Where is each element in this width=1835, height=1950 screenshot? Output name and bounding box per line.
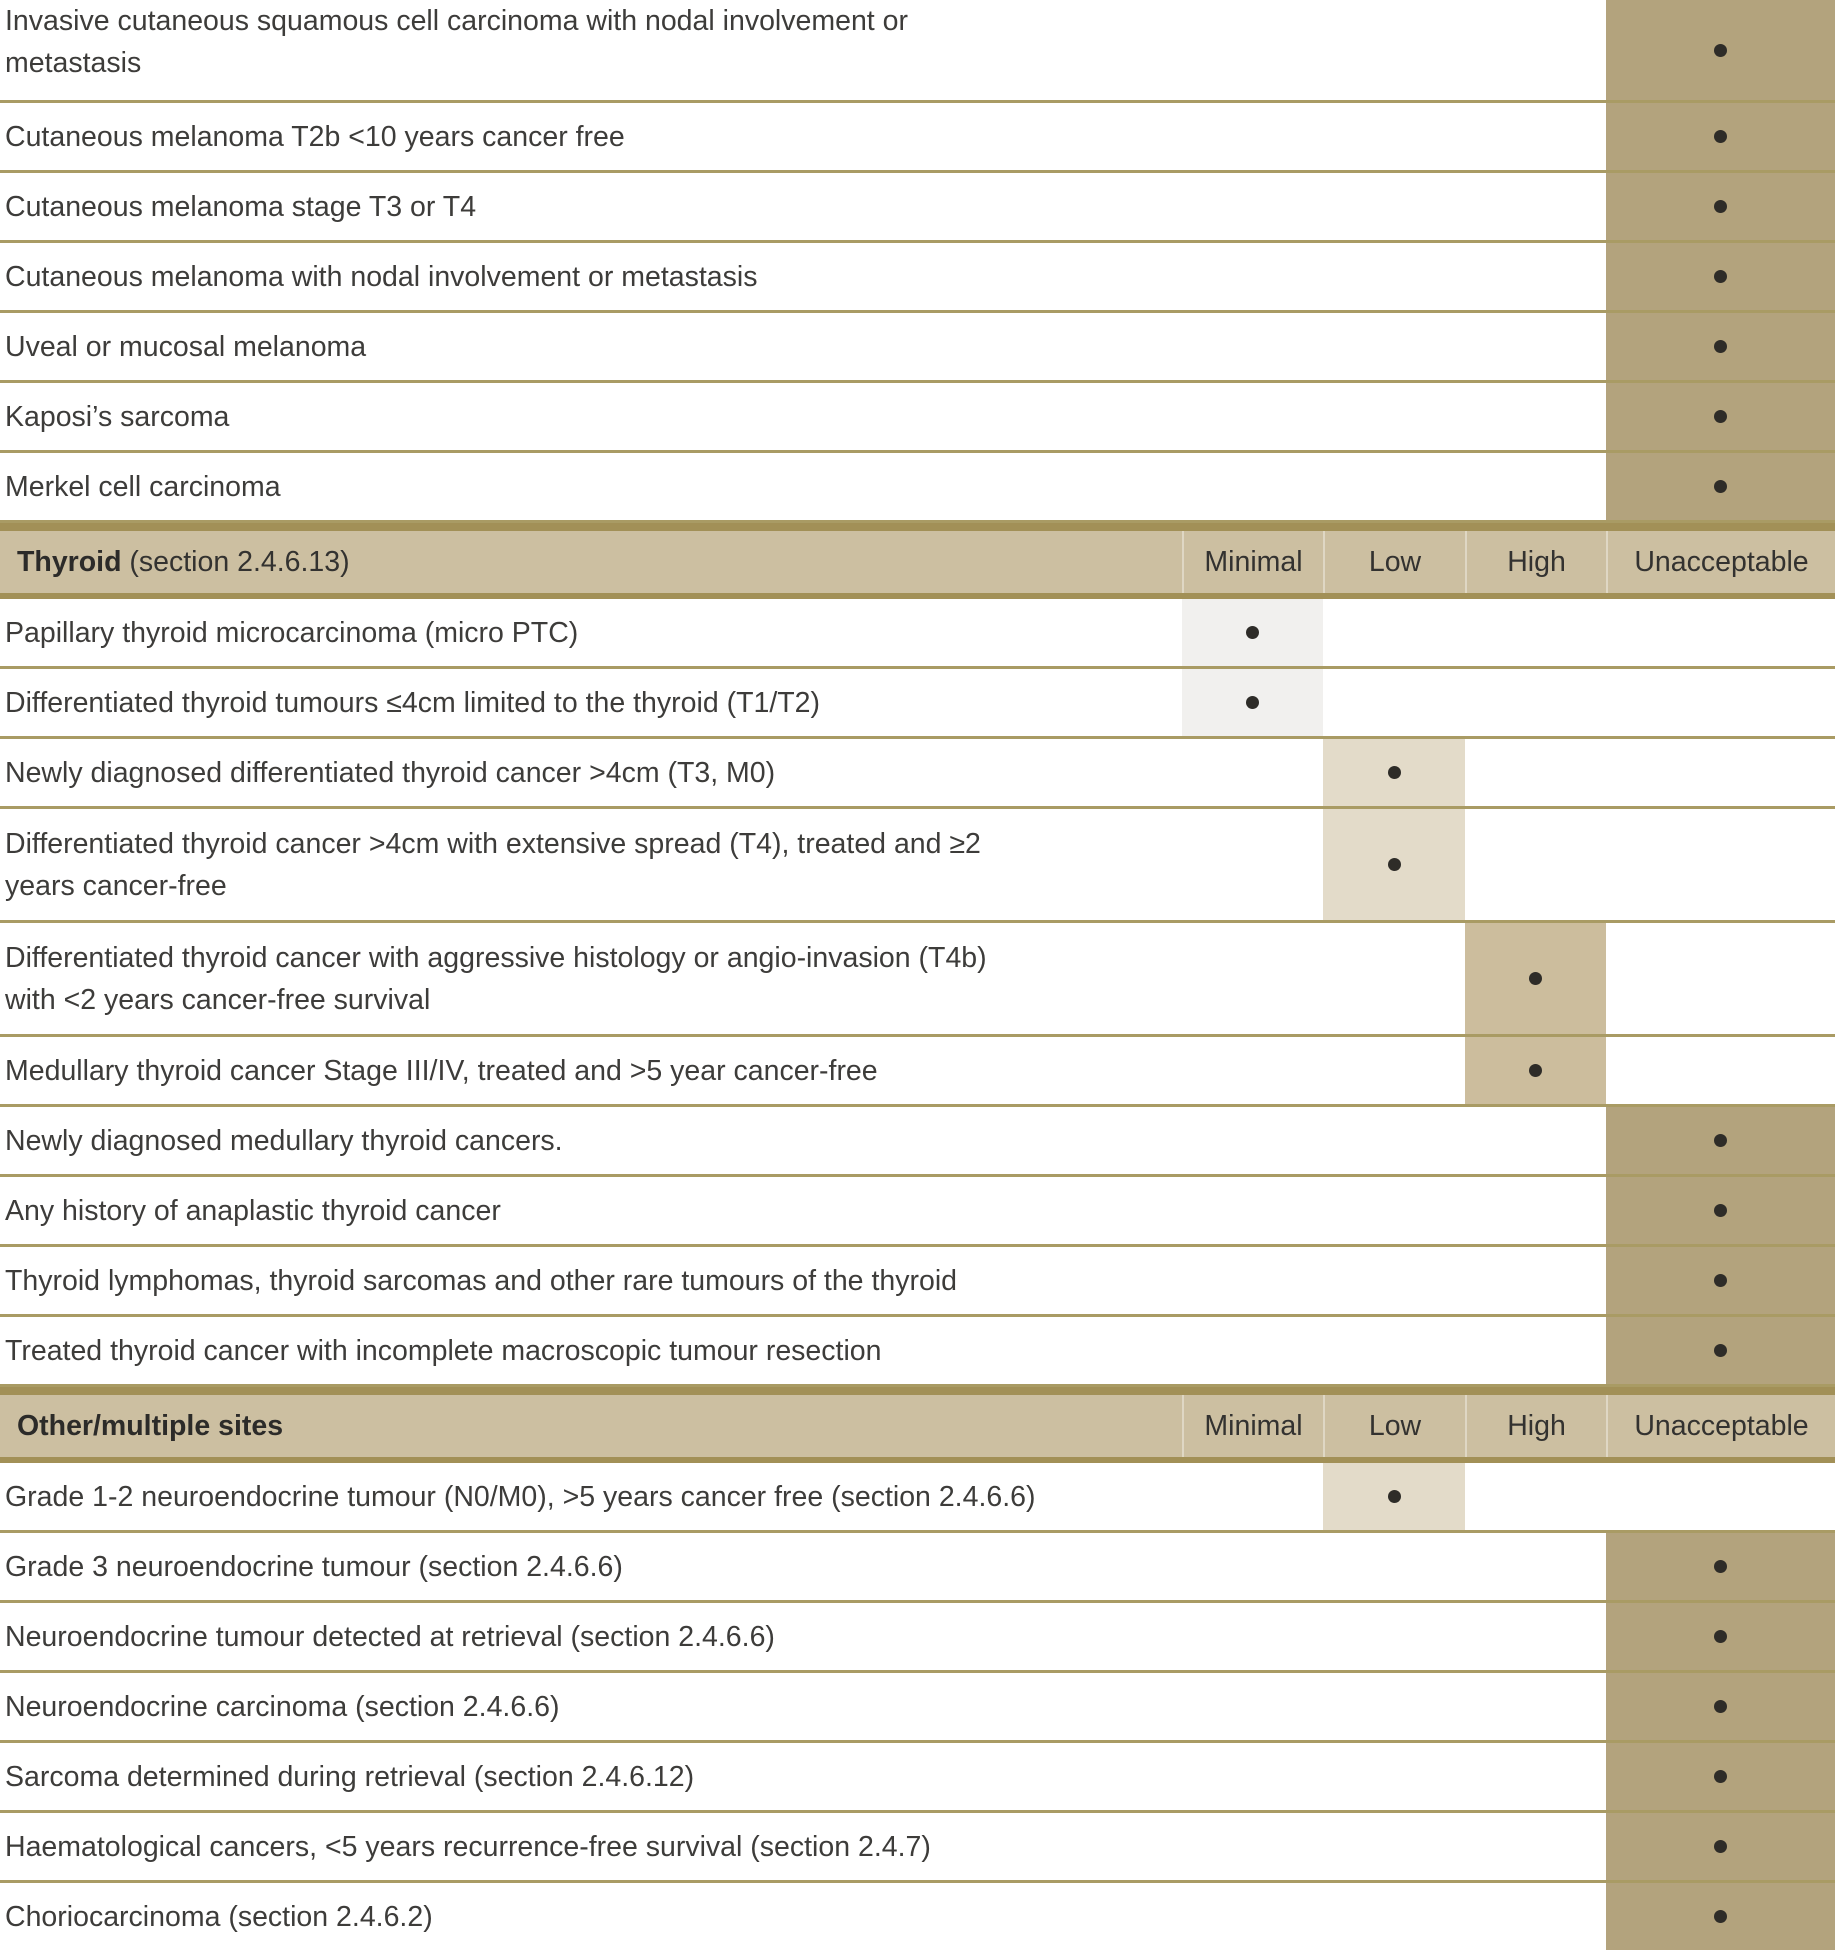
column-header-minimal: Minimal <box>1182 531 1323 593</box>
row-label <box>0 1247 1182 1314</box>
risk-bullet <box>1714 480 1727 493</box>
risk-cell-high <box>1465 243 1606 310</box>
row-label-line: Neuroendocrine tumour detected at retrieval (section 2.4.6.6) <box>5 1620 775 1653</box>
risk-bullet <box>1714 1134 1727 1147</box>
row-label <box>0 1533 1182 1600</box>
risk-cell-unacceptable <box>1606 809 1835 920</box>
risk-cell-unacceptable <box>1606 1813 1835 1880</box>
risk-cell-high <box>1465 923 1606 1034</box>
table-row <box>0 923 1835 1037</box>
risk-cell-unacceptable <box>1606 1603 1835 1670</box>
risk-cell-unacceptable <box>1606 1037 1835 1104</box>
risk-cell-minimal <box>1182 1673 1323 1740</box>
risk-cell-high <box>1465 453 1606 520</box>
risk-cell-minimal <box>1182 923 1323 1034</box>
row-label-line: Neuroendocrine carcinoma (section 2.4.6.6) <box>5 1690 560 1723</box>
table-row <box>0 1603 1835 1673</box>
risk-cell-minimal <box>1182 453 1323 520</box>
row-label <box>0 923 1182 1034</box>
row-label-line: Newly diagnosed differentiated thyroid cancer >4cm (T3, M0) <box>5 756 776 789</box>
risk-cell-unacceptable <box>1606 923 1835 1034</box>
risk-cell-minimal <box>1182 739 1323 806</box>
row-label-line: metastasis <box>5 47 142 79</box>
risk-cell-minimal <box>1182 1107 1323 1174</box>
table-row <box>0 1247 1835 1317</box>
risk-cell-high <box>1465 1883 1606 1950</box>
row-label-line: Choriocarcinoma (section 2.4.6.2) <box>5 1900 433 1933</box>
table-row <box>0 1743 1835 1813</box>
risk-cell-low <box>1323 739 1465 806</box>
risk-cell-minimal <box>1182 1463 1323 1530</box>
risk-cell-minimal <box>1182 1317 1323 1384</box>
risk-cell-unacceptable <box>1606 383 1835 450</box>
table-row <box>0 1673 1835 1743</box>
row-label-line: Invasive cutaneous squamous cell carcinoma with nodal involvement or <box>5 5 908 37</box>
risk-bullet <box>1714 1770 1727 1783</box>
risk-cell-minimal <box>1182 1883 1323 1950</box>
risk-cell-low <box>1323 453 1465 520</box>
row-label <box>0 383 1182 450</box>
table-row <box>0 243 1835 313</box>
row-label <box>0 739 1182 806</box>
risk-bullet <box>1529 1064 1542 1077</box>
row-label-line: Thyroid lymphomas, thyroid sarcomas and other rare tumours of the thyroid <box>5 1264 957 1297</box>
row-label <box>0 1037 1182 1104</box>
row-label-line: Treated thyroid cancer with incomplete macroscopic tumour resection <box>5 1334 882 1367</box>
table-row <box>0 1107 1835 1177</box>
risk-cell-low <box>1323 173 1465 240</box>
risk-bullet <box>1714 1274 1727 1287</box>
column-header-unacceptable: Unacceptable <box>1606 1395 1835 1457</box>
section-title <box>0 1395 1182 1457</box>
section-header-row <box>0 523 1835 599</box>
risk-cell-unacceptable <box>1606 1177 1835 1244</box>
row-label <box>0 1743 1182 1810</box>
row-label-line: Grade 3 neuroendocrine tumour (section 2.4.6.6) <box>5 1550 623 1583</box>
section-title-note: (section 2.4.6.13) <box>121 545 350 578</box>
risk-bullet <box>1714 1630 1727 1643</box>
row-label <box>0 0 1182 100</box>
risk-cell-minimal <box>1182 1813 1323 1880</box>
column-header-minimal: Minimal <box>1182 1395 1323 1457</box>
row-label <box>0 453 1182 520</box>
risk-bullet <box>1714 200 1727 213</box>
risk-bullet <box>1529 972 1542 985</box>
risk-cell-high <box>1465 1673 1606 1740</box>
risk-cell-minimal <box>1182 809 1323 920</box>
risk-cell-unacceptable <box>1606 0 1835 100</box>
row-label <box>0 1603 1182 1670</box>
row-label-line: Newly diagnosed medullary thyroid cancers. <box>5 1124 563 1157</box>
column-header-high: High <box>1465 531 1606 593</box>
row-label <box>0 103 1182 170</box>
risk-cell-high <box>1465 173 1606 240</box>
risk-cell-minimal <box>1182 599 1323 666</box>
table-row <box>0 453 1835 523</box>
table-row <box>0 313 1835 383</box>
row-label <box>0 1177 1182 1244</box>
table-row <box>0 1177 1835 1247</box>
risk-cell-high <box>1465 0 1606 100</box>
row-label <box>0 1673 1182 1740</box>
risk-cell-minimal <box>1182 1247 1323 1314</box>
risk-cell-low <box>1323 599 1465 666</box>
risk-bullet <box>1246 696 1259 709</box>
table-row <box>0 669 1835 739</box>
risk-cell-minimal <box>1182 669 1323 736</box>
risk-cell-unacceptable <box>1606 1247 1835 1314</box>
table-row <box>0 383 1835 453</box>
risk-cell-low <box>1323 1743 1465 1810</box>
risk-cell-low <box>1323 1883 1465 1950</box>
row-label-line: Merkel cell carcinoma <box>5 470 281 503</box>
column-header-unacceptable: Unacceptable <box>1606 531 1835 593</box>
risk-bullet <box>1714 340 1727 353</box>
risk-bullet <box>1714 1840 1727 1853</box>
row-label-line: years cancer-free <box>5 869 227 902</box>
risk-cell-minimal <box>1182 1177 1323 1244</box>
row-label-line: Differentiated thyroid cancer >4cm with extensive spread (T4), treated and ≥2 <box>5 827 981 860</box>
risk-cell-high <box>1465 1107 1606 1174</box>
row-label <box>0 669 1182 736</box>
row-label-line: Sarcoma determined during retrieval (section 2.4.6.12) <box>5 1760 695 1793</box>
risk-cell-high <box>1465 739 1606 806</box>
risk-cell-minimal <box>1182 0 1323 100</box>
risk-cell-high <box>1465 1603 1606 1670</box>
table-row <box>0 1037 1835 1107</box>
risk-cell-high <box>1465 1813 1606 1880</box>
risk-cell-high <box>1465 669 1606 736</box>
risk-cell-high <box>1465 1463 1606 1530</box>
row-label-line: Any history of anaplastic thyroid cancer <box>5 1194 501 1227</box>
table-row <box>0 809 1835 923</box>
table-row <box>0 599 1835 669</box>
risk-cell-low <box>1323 1603 1465 1670</box>
row-label-line: Cutaneous melanoma with nodal involvement or metastasis <box>5 260 758 293</box>
risk-cell-minimal <box>1182 103 1323 170</box>
risk-cell-low <box>1323 1533 1465 1600</box>
row-label-line: Differentiated thyroid cancer with aggressive histology or angio-invasion (T4b) <box>5 941 987 974</box>
table-row <box>0 739 1835 809</box>
risk-cell-high <box>1465 1177 1606 1244</box>
table-row <box>0 0 1835 103</box>
risk-cell-unacceptable <box>1606 1463 1835 1530</box>
row-label-line: Papillary thyroid microcarcinoma (micro PTC) <box>5 616 579 649</box>
risk-cell-high <box>1465 383 1606 450</box>
risk-cell-low <box>1323 923 1465 1034</box>
risk-cell-high <box>1465 1533 1606 1600</box>
row-label <box>0 173 1182 240</box>
row-label-line: Haematological cancers, <5 years recurrence-free survival (section 2.4.7) <box>5 1830 931 1863</box>
risk-bullet <box>1388 766 1401 779</box>
risk-cell-unacceptable <box>1606 739 1835 806</box>
risk-bullet <box>1246 626 1259 639</box>
row-label <box>0 809 1182 920</box>
table-row <box>0 103 1835 173</box>
row-label <box>0 313 1182 380</box>
risk-cell-low <box>1323 1037 1465 1104</box>
risk-cell-low <box>1323 0 1465 100</box>
row-label <box>0 243 1182 310</box>
risk-cell-low <box>1323 243 1465 310</box>
risk-bullet <box>1714 44 1727 57</box>
section-header-row <box>0 1387 1835 1463</box>
table-row <box>0 1463 1835 1533</box>
risk-cell-low <box>1323 809 1465 920</box>
risk-cell-unacceptable <box>1606 453 1835 520</box>
risk-bullet <box>1714 130 1727 143</box>
table-row <box>0 1533 1835 1603</box>
risk-cell-unacceptable <box>1606 1533 1835 1600</box>
risk-cell-high <box>1465 1037 1606 1104</box>
risk-cell-minimal <box>1182 313 1323 380</box>
table-row <box>0 1883 1835 1950</box>
risk-cell-minimal <box>1182 243 1323 310</box>
risk-cell-unacceptable <box>1606 1743 1835 1810</box>
risk-cell-low <box>1323 383 1465 450</box>
table-row <box>0 1813 1835 1883</box>
row-label-line: Cutaneous melanoma T2b <10 years cancer free <box>5 120 625 153</box>
risk-cell-low <box>1323 1247 1465 1314</box>
risk-cell-low <box>1323 1813 1465 1880</box>
column-header-low: Low <box>1323 531 1465 593</box>
risk-cell-unacceptable <box>1606 313 1835 380</box>
risk-cell-unacceptable <box>1606 1673 1835 1740</box>
risk-cell-low <box>1323 313 1465 380</box>
row-label <box>0 599 1182 666</box>
risk-cell-high <box>1465 599 1606 666</box>
risk-bullet <box>1714 1700 1727 1713</box>
row-label-line: Uveal or mucosal melanoma <box>5 330 367 363</box>
risk-cell-high <box>1465 103 1606 170</box>
risk-cell-unacceptable <box>1606 1107 1835 1174</box>
risk-cell-minimal <box>1182 1533 1323 1600</box>
row-label-line: Grade 1-2 neuroendocrine tumour (N0/M0), >5 years cancer free (section 2.4.6.6) <box>5 1480 1036 1513</box>
risk-cell-low <box>1323 1463 1465 1530</box>
risk-bullet <box>1388 858 1401 871</box>
risk-cell-unacceptable <box>1606 1317 1835 1384</box>
risk-bullet <box>1388 1490 1401 1503</box>
risk-cell-unacceptable <box>1606 103 1835 170</box>
risk-bullet <box>1714 1204 1727 1217</box>
risk-cell-high <box>1465 809 1606 920</box>
section-title <box>0 531 1182 593</box>
row-label-line: with <2 years cancer-free survival <box>5 983 431 1016</box>
risk-cell-low <box>1323 1177 1465 1244</box>
risk-cell-high <box>1465 1743 1606 1810</box>
row-label <box>0 1813 1182 1880</box>
section-title-bold: Thyroid <box>17 545 122 578</box>
column-header-low: Low <box>1323 1395 1465 1457</box>
row-label <box>0 1883 1182 1950</box>
risk-cell-unacceptable <box>1606 669 1835 736</box>
risk-cell-low <box>1323 1317 1465 1384</box>
row-label-line: Medullary thyroid cancer Stage III/IV, treated and >5 year cancer-free <box>5 1054 878 1087</box>
risk-cell-minimal <box>1182 1037 1323 1104</box>
risk-bullet <box>1714 1560 1727 1573</box>
table-row <box>0 173 1835 243</box>
row-label-line: Kaposi’s sarcoma <box>5 400 230 433</box>
row-label <box>0 1463 1182 1530</box>
risk-cell-unacceptable <box>1606 1883 1835 1950</box>
risk-cell-high <box>1465 1247 1606 1314</box>
row-label <box>0 1107 1182 1174</box>
risk-cell-minimal <box>1182 1743 1323 1810</box>
risk-cell-low <box>1323 669 1465 736</box>
risk-cell-unacceptable <box>1606 173 1835 240</box>
risk-cell-high <box>1465 1317 1606 1384</box>
row-label-line: Differentiated thyroid tumours ≤4cm limited to the thyroid (T1/T2) <box>5 686 821 719</box>
section-title-bold: Other/multiple sites <box>17 1409 284 1442</box>
risk-cell-unacceptable <box>1606 243 1835 310</box>
risk-cell-minimal <box>1182 1603 1323 1670</box>
risk-cell-low <box>1323 103 1465 170</box>
row-label <box>0 1317 1182 1384</box>
column-header-high: High <box>1465 1395 1606 1457</box>
table-row <box>0 1317 1835 1387</box>
risk-bullet <box>1714 410 1727 423</box>
risk-cell-minimal <box>1182 383 1323 450</box>
risk-cell-minimal <box>1182 173 1323 240</box>
risk-bullet <box>1714 1344 1727 1357</box>
risk-cell-low <box>1323 1673 1465 1740</box>
risk-cell-low <box>1323 1107 1465 1174</box>
risk-cell-high <box>1465 313 1606 380</box>
risk-bullet <box>1714 270 1727 283</box>
row-label-line: Cutaneous melanoma stage T3 or T4 <box>5 190 477 223</box>
risk-cell-unacceptable <box>1606 599 1835 666</box>
risk-bullet <box>1714 1910 1727 1923</box>
